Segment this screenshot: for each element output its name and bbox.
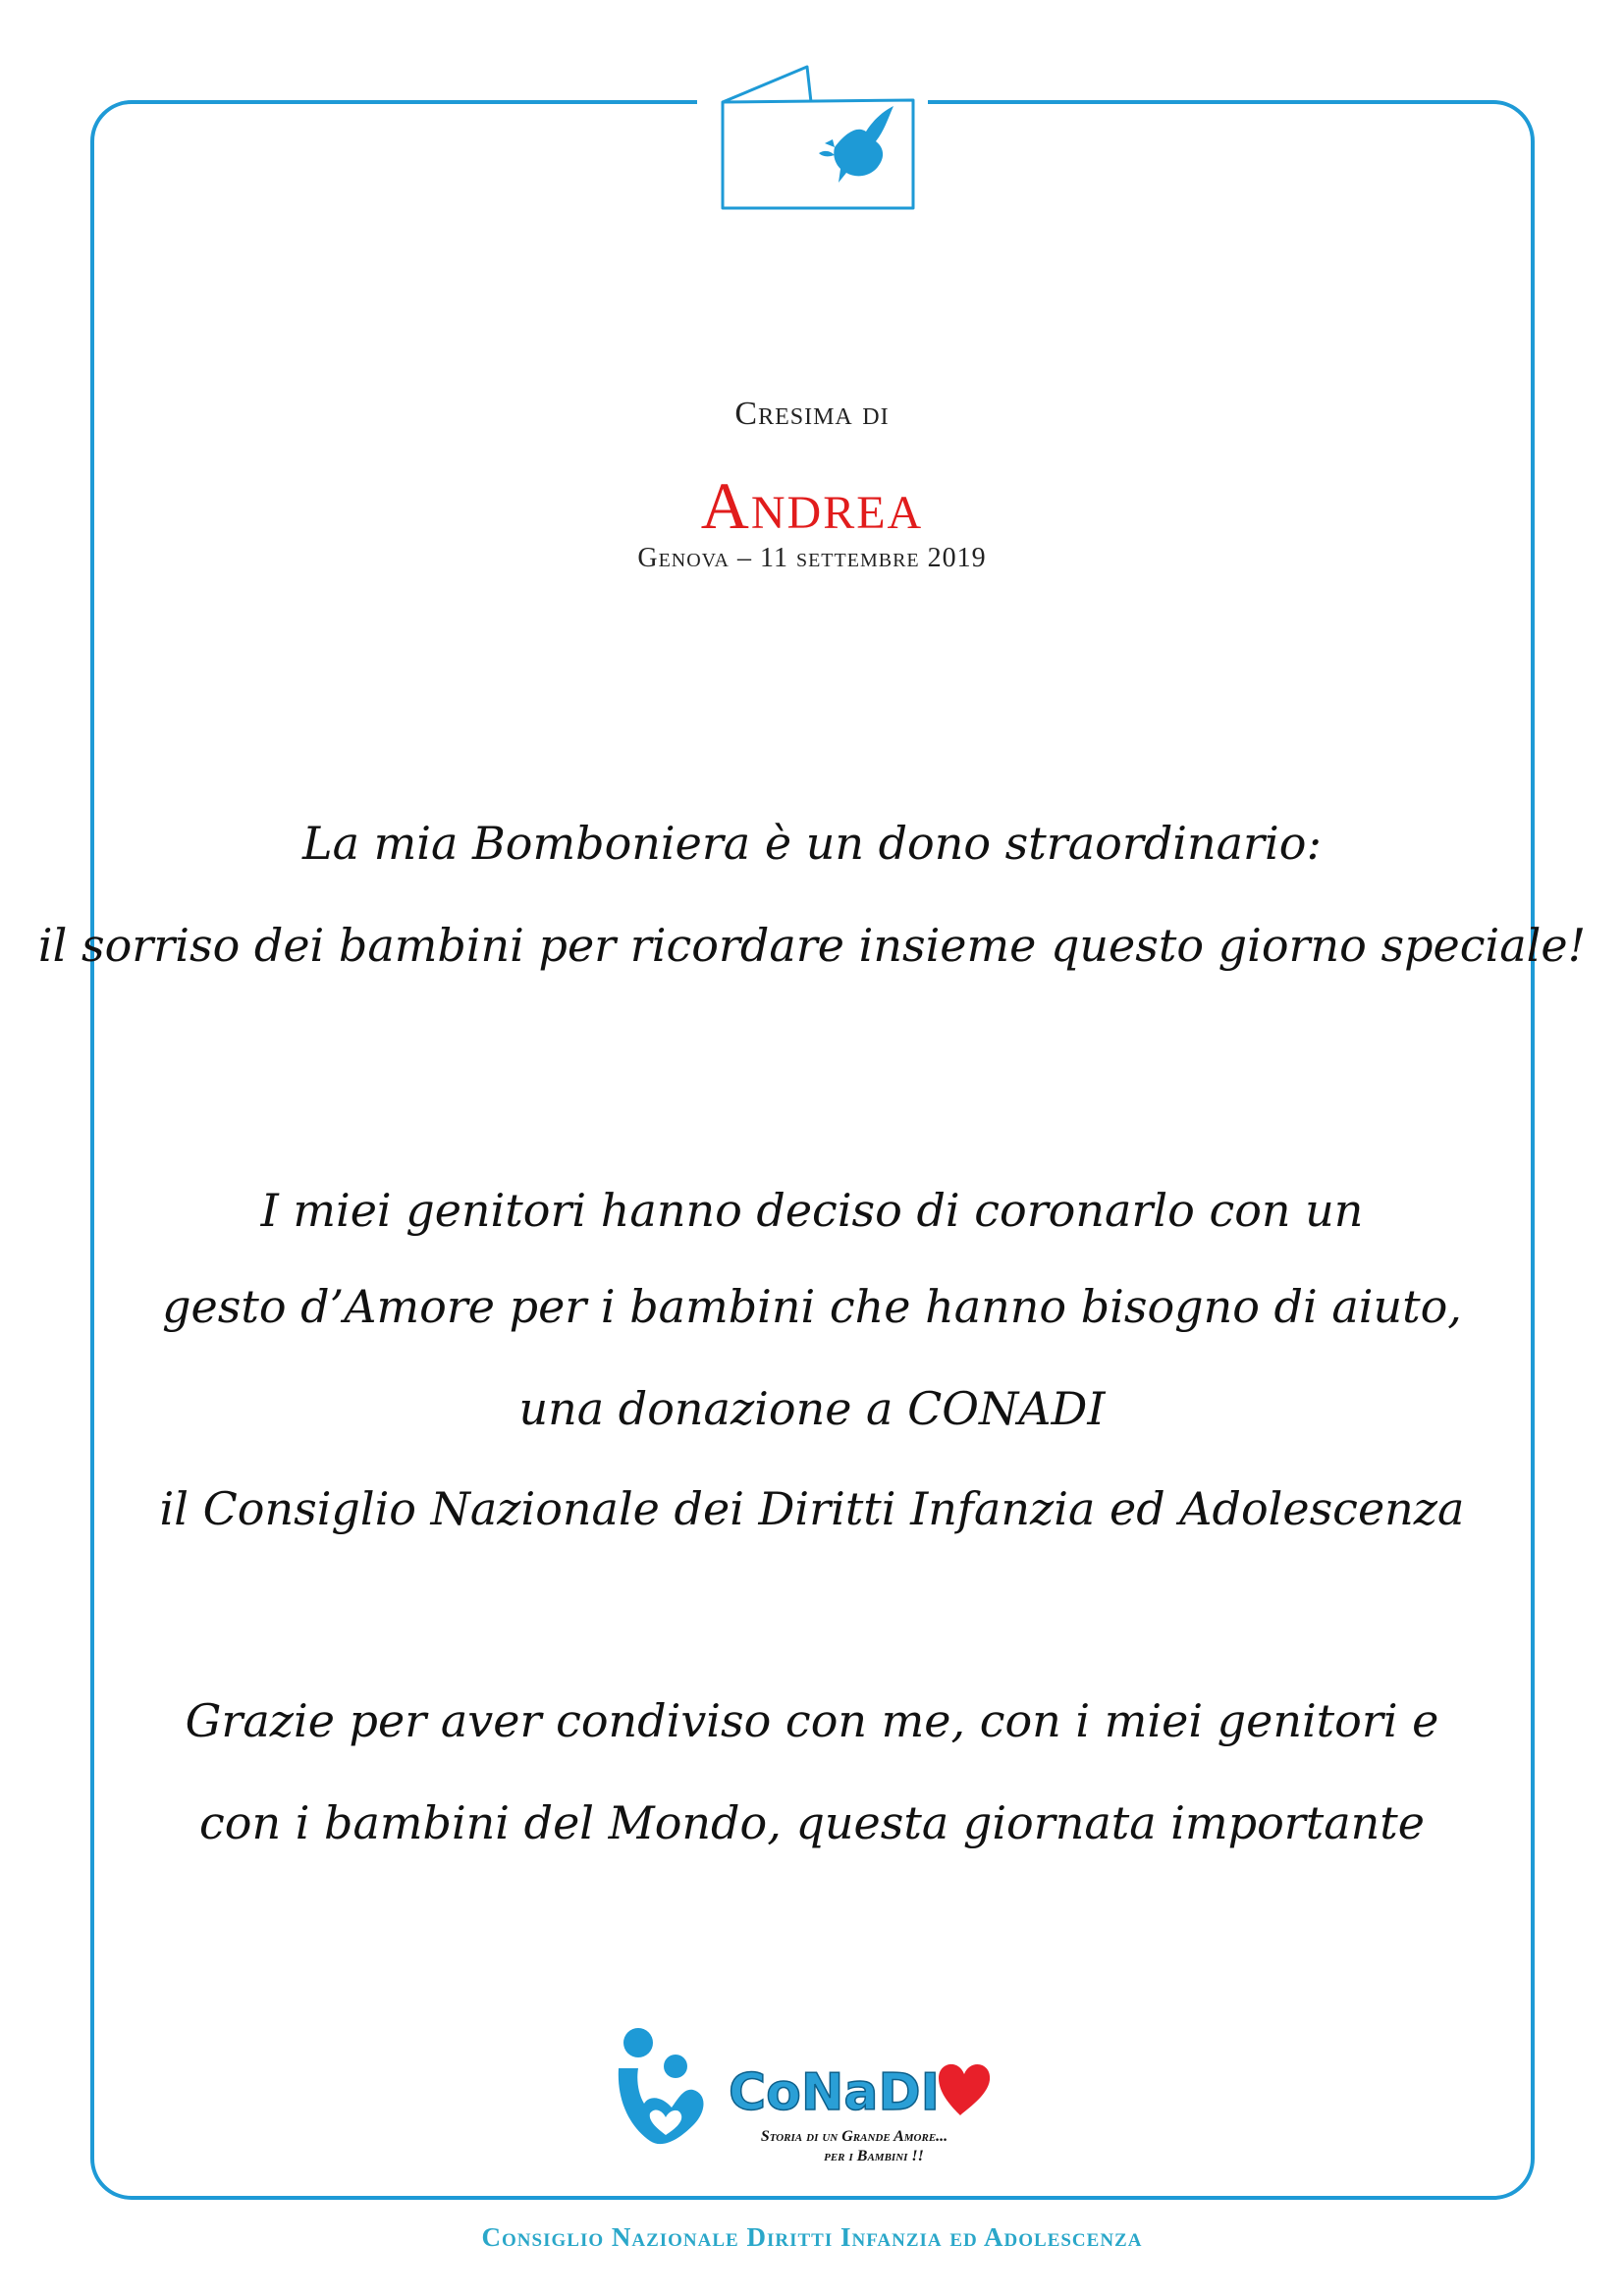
- message-line: gesto d’Amore per i bambini che hanno bisogno di aiuto,: [162, 1280, 1462, 1333]
- message-line: una donazione a CONADI: [518, 1382, 1106, 1435]
- message-line: il Consiglio Nazionale dei Diritti Infanzia ed Adolescenza: [159, 1482, 1465, 1535]
- message-line: il sorriso dei bambini per ricordare insieme questo giorno speciale!: [37, 919, 1587, 972]
- message-line: Grazie per aver condiviso con me, con i miei genitori e: [185, 1694, 1439, 1747]
- ceremony-subtitle: Cresima di: [734, 396, 890, 432]
- card-with-dove-icon: [709, 61, 925, 218]
- logo-tagline-2: per i Bambini !!: [824, 2148, 924, 2164]
- message-line: La mia Bomboniera è un dono straordinario:: [302, 817, 1322, 870]
- logo-tagline-1: Storia di un Grande Amore...: [760, 2128, 948, 2145]
- heart-icon: [939, 2064, 990, 2115]
- message-line: I miei genitori hanno deciso di coronarlo con un: [260, 1184, 1364, 1237]
- conadi-logo: [609, 2025, 1021, 2172]
- place-date: Genova – 11 settembre 2019: [637, 543, 987, 573]
- logo-wordmark: CoNaDI: [729, 2063, 941, 2122]
- message-line: con i bambini del Mondo, questa giornata importante: [198, 1796, 1426, 1849]
- celebrant-name: Andrea: [700, 468, 924, 543]
- footer-organization: Consiglio Nazionale Diritti Infanzia ed Adolescenza: [481, 2222, 1143, 2252]
